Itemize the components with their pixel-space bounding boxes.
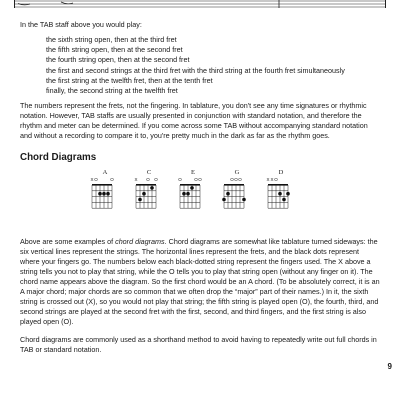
chord-grid: [90, 183, 116, 215]
string-marker: O: [154, 177, 158, 183]
string-marker: O: [234, 177, 238, 183]
list-item: the fifth string open, then at the second fret: [46, 45, 183, 55]
chord-nut: [92, 184, 112, 186]
chord-diagram-g: [222, 169, 252, 215]
finger-dot: [98, 192, 102, 196]
string-marker: O: [274, 177, 278, 183]
chord-grid: [178, 183, 204, 215]
tablature-paragraph: The numbers represent the frets, not the fingering. In tablature, you don't see any time signatures or rhythmic notation. However, TAB staffs are usually presented in conjunction with standard notation, and therefore the rhythm and meter can be determined. If you come across some TAB without accompanying standard notation and without a recording to compare it to, you're pretty much in the dark as far as the rhythm goes.: [20, 101, 368, 141]
chord-name: G: [234, 169, 240, 177]
emphasis-text: chord diagrams: [115, 237, 165, 247]
muted-string-marker: X: [134, 177, 138, 183]
string-marker: O: [110, 177, 114, 183]
finger-dot: [182, 192, 186, 196]
finger-dot: [186, 192, 190, 196]
list-item: the first string at the twelfth fret, then at the tenth fret: [46, 75, 213, 85]
muted-string-marker: X: [270, 177, 274, 183]
finger-dot: [286, 192, 290, 196]
chord-diagram-c: [134, 169, 164, 215]
finger-dot: [226, 192, 230, 196]
string-marker: O: [94, 177, 98, 183]
page-number: 9: [387, 362, 392, 371]
chord-grid: [222, 183, 248, 215]
chord-grid: [266, 183, 292, 215]
string-marker: O: [194, 177, 198, 183]
chord-name: A: [102, 169, 108, 177]
list-item: the sixth string open, then at the third fret: [46, 35, 177, 44]
chord-nut: [180, 184, 200, 186]
chord-nut: [136, 184, 156, 186]
chord-name: E: [191, 169, 195, 177]
paragraph-text: Above are some examples of: [20, 237, 116, 247]
tab-steps-list: [46, 35, 380, 96]
muted-string-marker: X: [90, 177, 94, 183]
chord-diagram-e: [178, 169, 208, 215]
string-marker: O: [198, 177, 202, 183]
finger-dot: [150, 186, 154, 190]
string-marker: O: [230, 177, 234, 183]
intro-text: In the TAB staff above you would play:: [20, 20, 142, 29]
page-body: [20, 20, 380, 355]
finger-dot: [222, 198, 226, 202]
string-marker: O: [178, 177, 182, 183]
chord-diagrams-row: [90, 169, 310, 231]
muted-string-marker: X: [266, 177, 270, 183]
chord-grid: [134, 183, 160, 215]
open-muted-markers: [266, 177, 296, 183]
chord-name: C: [146, 169, 152, 177]
finger-dot: [138, 198, 142, 202]
finger-dot: [282, 198, 286, 202]
string-marker: O: [238, 177, 242, 183]
finger-dot: [278, 192, 282, 196]
open-muted-markers: [178, 177, 208, 183]
tab-staff-fragment: [14, 0, 386, 9]
finger-dot: [142, 192, 146, 196]
open-muted-markers: [134, 177, 164, 183]
chord-diagram-d: [266, 169, 296, 215]
paragraph-text: . Chord diagrams are somewhat like tablature turned sideways: the six vertical lines represent the strings. The horizontal lines represent the frets, and the black dots represent where your fingers go. The numbers below each black-dotted string represent the fingers used. The X above a string tells you not to play that string, while the O tells you to play that string open (without any finger on it). The chord name appears above the diagram. So the first chord would be an A chord. (To be absolutely correct, it is an A major chord; major chords are so common that we often drop the “major” part of their names.) In it, the sixth string is crossed out (X), so you would not play that string; the fifth string is played open (O), the fourth, third, and second strings are played at the second fret with the first, second, and third fingers, and the first string is also played open (O).: [20, 237, 380, 327]
shorthand-paragraph: Chord diagrams are commonly used as a shorthand method to avoid having to repeatedly write out full chords in TAB or standard notation.: [20, 335, 377, 355]
finger-dot: [190, 186, 194, 190]
open-muted-markers: [222, 177, 252, 183]
finger-dot: [102, 192, 106, 196]
chord-diagram-paragraph: [20, 237, 380, 327]
chord-nut: [268, 184, 288, 186]
chord-nut: [224, 184, 244, 186]
open-muted-markers: [90, 177, 120, 183]
chord-diagram-a: [90, 169, 120, 215]
string-marker: O: [146, 177, 150, 183]
finger-dot: [242, 198, 246, 202]
chord-name: D: [278, 169, 284, 177]
section-heading: Chord Diagrams: [20, 152, 97, 164]
list-item: the fourth string open, then at the second fret: [46, 55, 190, 65]
list-item: the first and second strings at the third fret with the third string at the fourth fret simultaneously: [46, 65, 345, 75]
finger-dot: [106, 192, 110, 196]
list-item: finally, the second string at the twelfth fret: [46, 86, 178, 96]
